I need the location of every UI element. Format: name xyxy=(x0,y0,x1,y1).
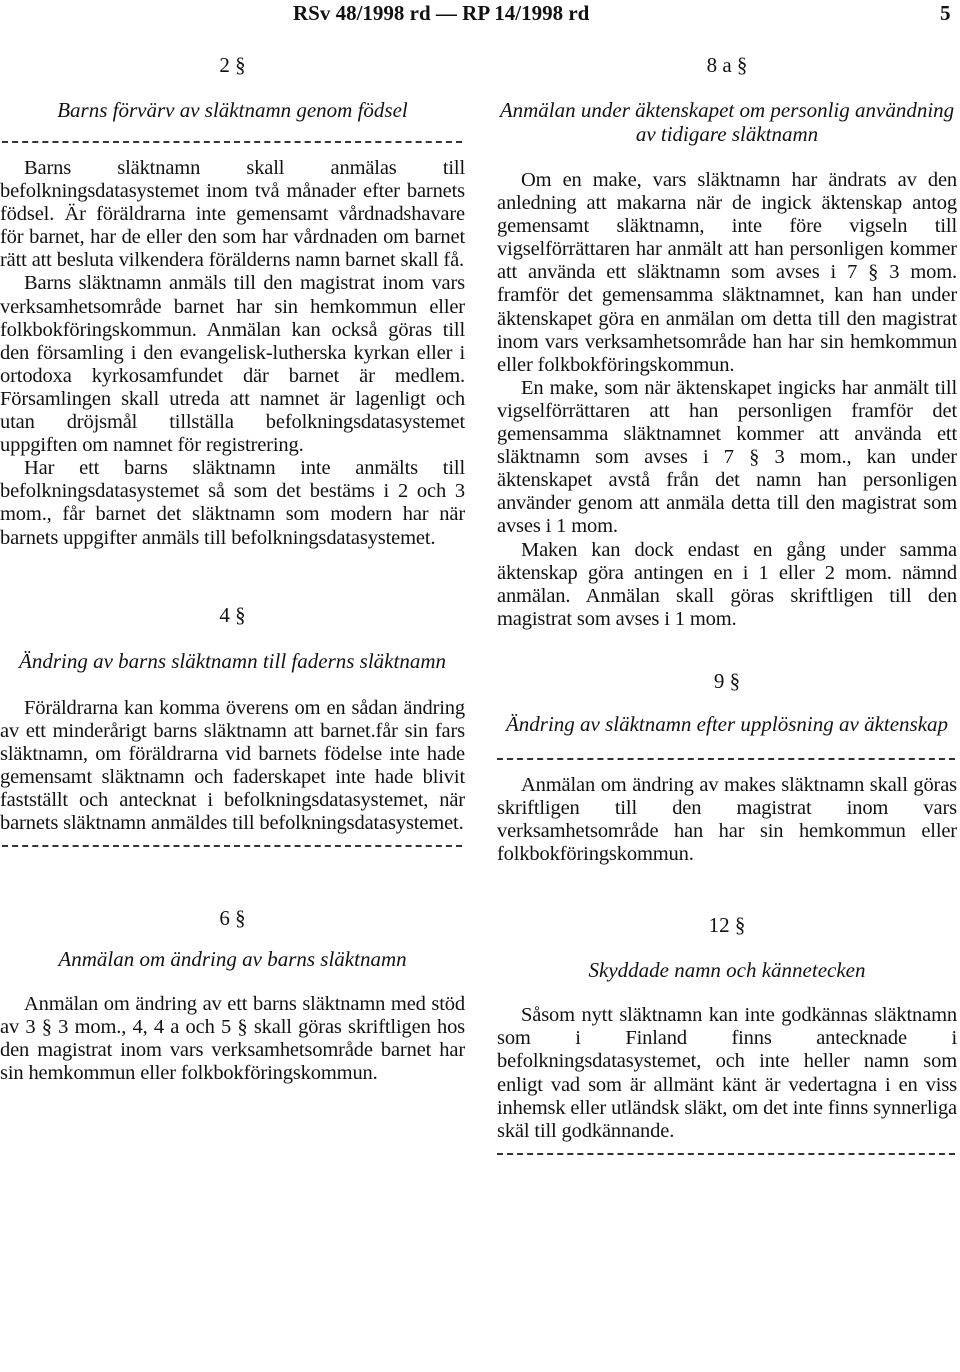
section-title: Anmälan under äktenskapet om personlig användning av tidigare släktnamn xyxy=(499,98,955,146)
section-title: Anmälan om ändring av barns släktnamn xyxy=(58,947,407,972)
section-number: 4 § xyxy=(219,602,246,627)
section-12 xyxy=(497,912,957,1155)
section-title: Ändring av släktnamn efter upplösning av äktenskap xyxy=(505,711,949,736)
paragraph: Maken kan dock endast en gång under samma äktenskap göra antingen en i 1 eller 2 mom. nämnd anmälan. Anmälan skall göras skriftligen till den magistrat som avses i 1 mom. xyxy=(497,538,957,630)
section-8a xyxy=(497,52,957,631)
left-column xyxy=(0,52,465,1086)
section-4 xyxy=(0,602,465,848)
section-body xyxy=(0,993,465,1085)
running-title: RSv 48/1998 rd — RP 14/1998 rd xyxy=(293,1,590,25)
right-column xyxy=(497,52,957,1155)
section-body xyxy=(0,157,465,550)
section-title: Ändring av barns släktnamn till faderns släktnamn xyxy=(19,648,446,673)
paragraph: Anmälan om ändring av makes släktnamn skall göras skriftligen till den magistrat inom vars verksamhetsområde han har sin hemkommun eller folkbokföringskommun. xyxy=(497,773,957,866)
section-9 xyxy=(497,668,957,866)
paragraph: Om en make, vars släktnamn har ändrats av den anledning att makarna när de ingick äktenskap antog gemensamt släktnamn, inte före vigseln till vigselförrättaren har anmält att han personligen kommer att använda ett släktnamn som avses i 7 § 3 mom. framför det gemensamma släktnamnet, kan han under äktenskapet göra en anmälan om detta till den magistrat inom vars verksamhetsområde han har sin hemkommun eller folkbokföringskommun. xyxy=(497,169,957,376)
paragraph: Föräldrarna kan komma överens om en sådan ändring av ett minderårigt barns släktnamn att barnet.får sin fars släktnamn, om föräldrarna vid barnets födelse inte hade gemensamt släktnamn och faderskapet inte hade blivit fastställt och antecknat i befolkningsdatasystemet, när barnets släktnamn anmäldes till befolkningsdatasystemet. xyxy=(0,696,465,835)
section-number: 9 § xyxy=(713,668,741,693)
paragraph: Såsom nytt släktnamn kan inte godkännas släktnamn som i Finland finns antecknade i befolkningsdatasystemet, och inte heller namn som enligt vad som är allmänt känt är vedertagna i en viss inhemsk eller utländsk släkt, om det inte finns synnerliga skäl till godkännande. xyxy=(497,1004,957,1142)
section-title: Barns förvärv av släktnamn genom födsel xyxy=(57,98,408,122)
dashed-rule xyxy=(2,141,462,143)
section-body xyxy=(497,169,957,631)
dashed-rule xyxy=(497,1153,955,1155)
section-body xyxy=(497,1004,957,1143)
section-2 xyxy=(0,52,465,550)
paragraph: Har ett barns släktnamn inte anmälts till befolkningsdatasystemet så som det bestäms i 2 och 3 mom., får barnet det släktnamn som modern har när barnets uppgifter anmäls till befolkningsdatasystemet. xyxy=(0,457,465,549)
section-body xyxy=(0,697,465,836)
section-number: 8 a § xyxy=(706,53,748,77)
section-number: 12 § xyxy=(708,913,746,938)
paragraph: En make, som när äktenskapet ingicks har anmält till vigselförrättaren att han personligen framför det gemensamma släktnamnet kommer att använda ett släktnamn som avses i 7 § 3 mom., kan under äktenskapet avstå från det namn han personligen använder genom att anmäla detta till den magistrat som avses i 1 mom. xyxy=(497,376,957,538)
section-title: Skyddade namn och kännetecken xyxy=(588,958,866,983)
paragraph: Barns släktnamn anmäls till den magistrat inom vars verksamhetsområde barnet har sin hemkommun eller folkbokföringskommun. Anmälan kan också göras till den församling i den evangelisk-lutherska kyrkan eller i ortodoxa kyrkosamfundet där barnet är medlem. Församlingen skall utreda att namnet är lagenligt och utan dröjsmål tillställa befolkningsdatasystemet uppgiften om namnet för registrering. xyxy=(0,272,465,457)
paragraph: Anmälan om ändring av ett barns släktnamn med stöd av 3 § 3 mom., 4, 4 a och 5 § skall göras skriftligen hos den magistrat inom vars verksamhetsområde barnet har sin hemkommun eller folkbokföringskommun. xyxy=(0,993,465,1085)
dashed-rule xyxy=(2,845,462,847)
section-body xyxy=(497,774,957,866)
section-number: 6 § xyxy=(219,906,246,931)
dashed-rule xyxy=(497,758,955,760)
page-header xyxy=(0,0,960,30)
page-number: 5 xyxy=(940,1,951,25)
section-number: 2 § xyxy=(219,53,246,77)
section-6 xyxy=(0,905,465,1085)
paragraph: Barns släktnamn skall anmälas till befolkningsdatasystemet inom två månader efter barnets födsel. Är föräldrarna inte gemensamt vårdnadshavare för barnet, har de eller den som har vårdnaden om barnet rätt att besluta vilkendera förälderns namn barnet skall få. xyxy=(0,157,465,272)
